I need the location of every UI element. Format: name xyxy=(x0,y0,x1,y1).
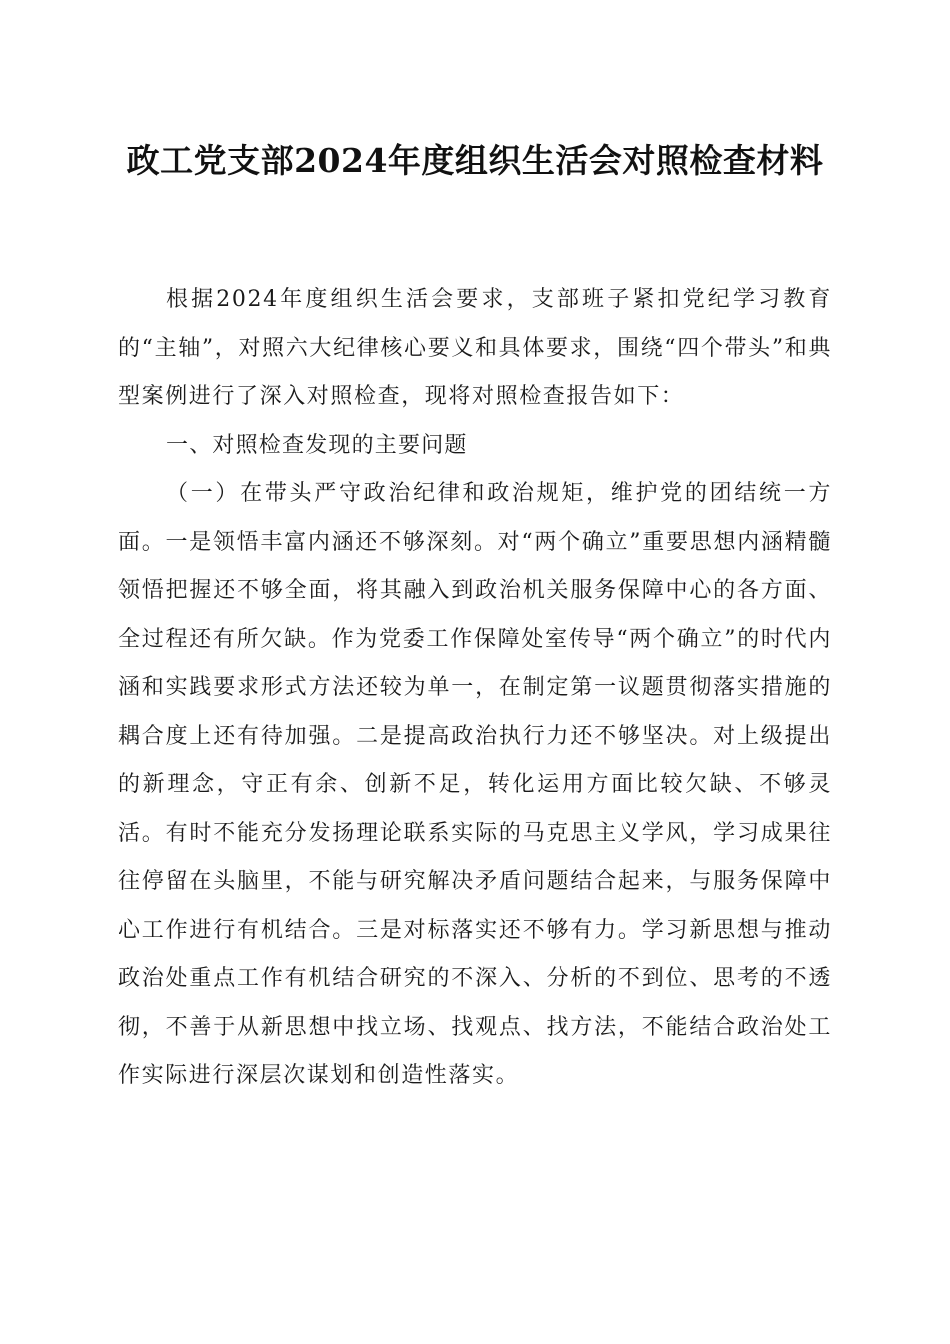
document-title: 政工党支部2024年度组织生活会对照检查材料 xyxy=(126,141,824,180)
subsection-body: 一是领悟丰富内涵还不够深刻。对“两个确立”重要思想内涵精髓领悟把握还不够全面，将其融入到政治机关服务保障中心的各方面、全过程还有所欠缺。作为党委工作保障处室传导“两个确立”的时代内涵和实践要求形式方法还较为单一，在制定第一议题贯彻落实措施的耦合度上还有待加强。二是提高政治执行力还不够坚决。对上级提出的新理念，守正有余、创新不足，转化运用方面比较欠缺、不够灵活。有时不能充分发扬理论联系实际的马克思主义学风，学习成果往往停留在头脑里，不能与研究解决矛盾问题结合起来，与服务保障中心工作进行有机结合。三是对标落实还不够有力。学习新思想与推动政治处重点工作有机结合研究的不深入、分析的不到位、思考的不透彻，不善于从新思想中找立场、找观点、找方法，不能结合政治处工作实际进行深层次谋划和创造性落实。 xyxy=(118,529,832,1088)
section-heading: 一、对照检查发现的主要问题 xyxy=(166,432,468,458)
document-body xyxy=(118,276,832,1101)
subsection-lead: （一）在带头严守政治纪律和政治规矩，维护党的团结统一方面。 xyxy=(118,481,832,555)
intro-paragraph: 根据2024年度组织生活会要求，支部班子紧扣党纪学习教育的“主轴”，对照六大纪律核心要义和具体要求，围绕“四个带头”和典型案例进行了深入对照检查，现将对照检查报告如下： xyxy=(118,287,832,409)
subsection-paragraph xyxy=(118,470,832,1101)
